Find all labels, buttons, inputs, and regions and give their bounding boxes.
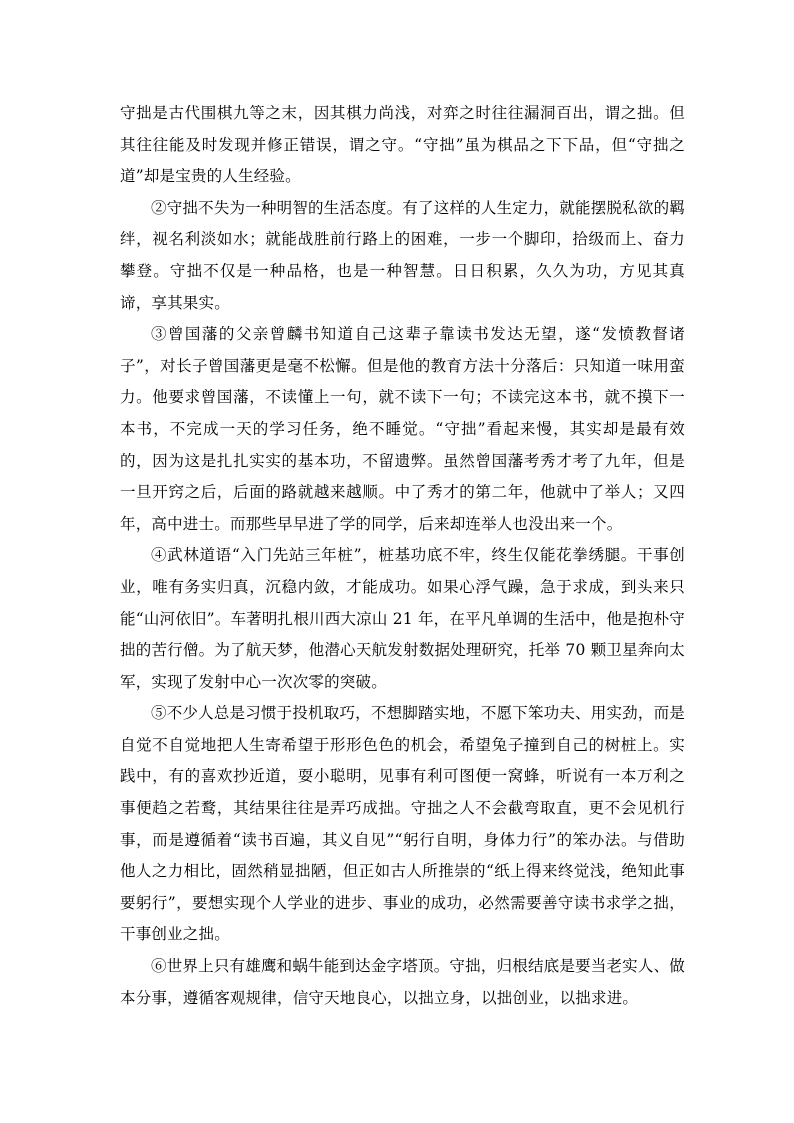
paragraph-3: ③曾国藩的父亲曾麟书知道自己这辈子靠读书发达无望，遂“发愤教督诸子”，对长子曾国藩更是毫不松懈。但是他的教育方法十分落后：只知道一味用蛮力。他要求曾国藩，不读懂上一句，就不读下一句；不读完这本书，就不摸下一本书，不完成一天的学习任务，绝不睡觉。“守拙”看起来慢，其实却是最有效的，因为这是扎扎实实的基本功，不留遗弊。虽然曾国藩考秀才考了九年，但是一旦开窍之后，后面的路就越来越顺。中了秀才的第二年，他就中了举人；又四年，高中进士。而那些早早进了学的同学，后来却连举人也没出来一个。: [120, 325, 685, 533]
paragraph-2: ②守拙不失为一种明智的生活态度。有了这样的人生定力，就能摆脱私欲的羁绊，视名利淡如水；就能战胜前行路上的困难，一步一个脚印，拾级而上、奋力攀登。守拙不仅是一种品格，也是一种智慧。日日积累，久久为功，方见其真谛，享其果实。: [120, 198, 685, 312]
paragraph-4: ④武林道语“入门先站三年桩”，桩基功底不牢，终生仅能花拳绣腿。干事创业，唯有务实归真，沉稳内敛，才能成功。如果心浮气躁，急于求成，到头来只能“山河依旧”。车著明扎根川西大凉山 21 年，在平凡单调的生活中，他是抱朴守拙的苦行僧。为了航天梦，他潜心天航发射数据处理研究，托举 70 颗卫星奔向太军，实现了发射中心一次次零的突破。: [120, 546, 685, 691]
paragraph-5: ⑤不少人总是习惯于投机取巧，不想脚踏实地，不愿下笨功夫、用实劲，而是自觉不自觉地把人生寄希望于形形色色的机会，希望兔子撞到自己的树桩上。实践中，有的喜欢抄近道，耍小聪明，见事有利可图便一窝蜂，听说有一本万利之事便趋之若鹜，其结果往往是弄巧成拙。守拙之人不会截弯取直，更不会见机行事，而是遵循着“读书百遍，其义自见”“躬行自明，身体力行”的笨办法。与借助他人之力相比，固然稍显拙陋，但正如古人所推崇的“纸上得来终觉浅，绝知此事要躬行”，要想实现个人学业的进步、事业的成功，必然需要善守读书求学之拙，干事创业之拙。: [120, 704, 685, 944]
paragraph-6: ⑥世界上只有雄鹰和蜗牛能到达金字塔顶。守拙，归根结底是要当老实人、做本分事，遵循客观规律，信守天地良心，以拙立身，以拙创业，以拙求进。: [120, 957, 685, 1007]
paragraph-1: 守拙是古代围棋九等之末，因其棋力尚浅，对弈之时往往漏洞百出，谓之拙。但其往往能及时发现并修正错误，谓之守。“守拙”虽为棋品之下下品，但“守拙之道”却是宝贵的人生经验。: [120, 104, 685, 186]
document-body: [120, 98, 685, 1014]
